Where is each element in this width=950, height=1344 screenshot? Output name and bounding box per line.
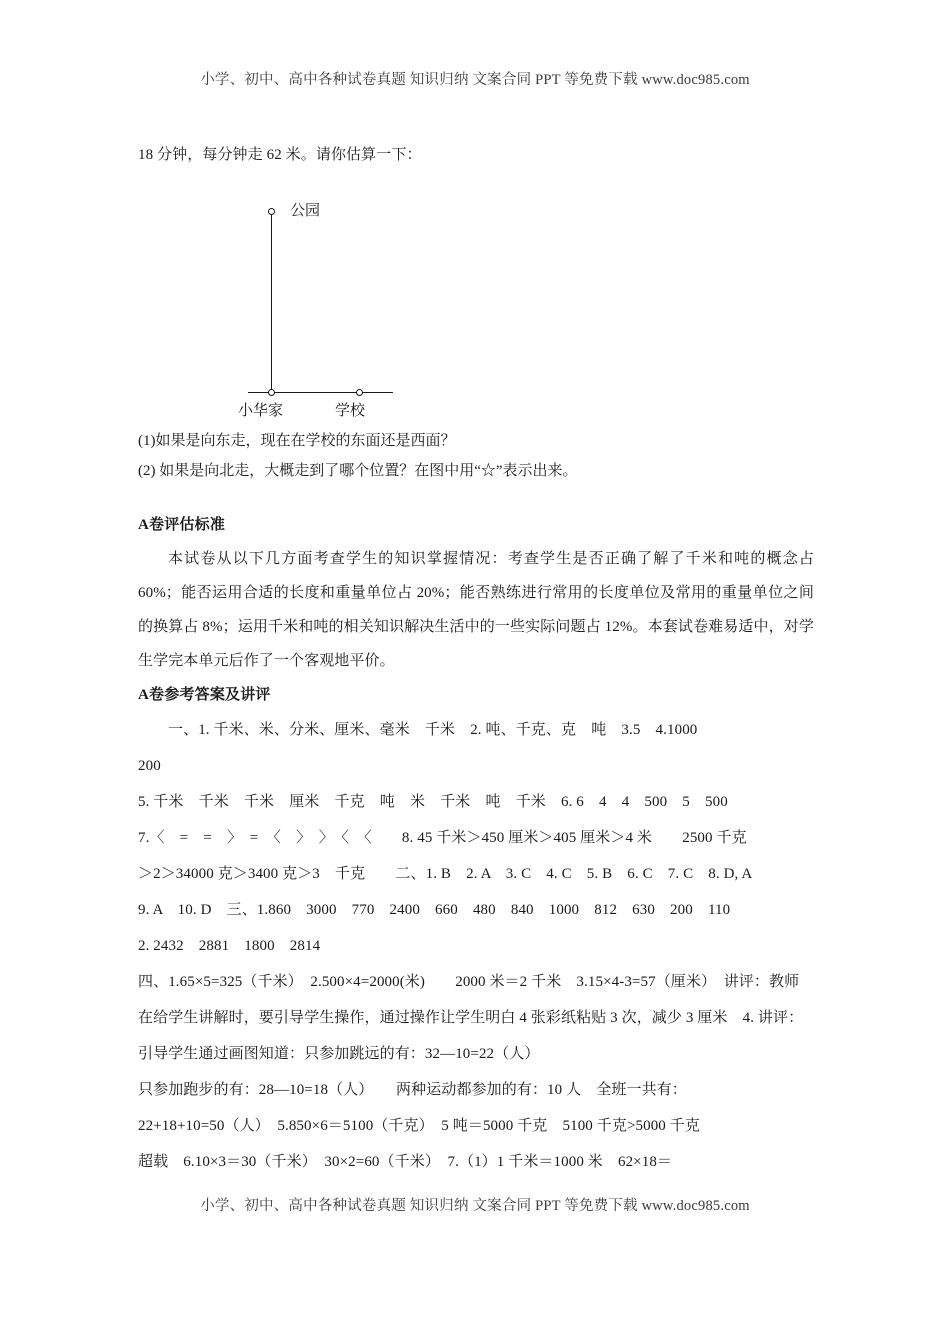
answer-line-8: 四、1.65×5=325（千米） 2.500×4=2000(米) 2000 米＝2 千米 3.15×4-3=57（厘米） 讲评：教师在给学生讲解时，要引导学生操作，通过操作让学生明白 4 张彩纸粘贴 3 次，减少 3 厘米 4. 讲评：引导学生通过画图知道：只参加跳远的有：32—10=22（人） [138, 974, 804, 1062]
diagram-label-home: 小华家 [238, 403, 284, 419]
diagram-label-school: 学校 [335, 403, 366, 419]
sub-question-list [138, 426, 814, 486]
answer-line-3: 5. 千米 千米 千米 厘米 千克 吨 米 千米 吨 千米 6. 6 4 4 500 5 500 [138, 794, 728, 810]
answer-line-4: 7.〈 = = 〉 = 〈 〉 〉 〈 〈 8. 45 千米＞450 厘米＞405 厘米＞4 米 2500 千克 [138, 830, 747, 846]
answer-line-9: 只参加跑步的有：28—10=18（人） 两种运动都参加的有：10 人 全班一共有： [138, 1082, 687, 1098]
promo-header: 小学、初中、高中各种试卷真题 知识归纳 文案合同 PPT 等免费下载 www.doc985.com [200, 72, 750, 88]
point-marker-home-icon [268, 389, 275, 396]
question-stem: 18 分钟，每分钟走 62 米。请你估算一下： [138, 147, 422, 163]
criteria-heading: A卷评估标准 [138, 517, 226, 533]
promo-footer: 小学、初中、高中各种试卷真题 知识归纳 文案合同 PPT 等免费下载 www.doc985.com [200, 1198, 750, 1214]
diagram-label-park: 公园 [290, 203, 321, 219]
answer-line-6: 9. A 10. D 三、1.860 3000 770 2400 660 480 840 1000 812 630 200 110 [138, 902, 731, 918]
answer-line-10: 22+18+10=50（人） 5.850×6＝5100（千克） 5 吨＝5000 千克 5100 千克>5000 千克 [138, 1118, 700, 1134]
answer-line-1: 一、1. 千米、米、分米、厘米、毫米 千米 2. 吨、千克、克 吨 3.5 4.1000 [168, 722, 698, 738]
route-diagram [138, 190, 814, 430]
diagram-vertical-line [271, 212, 272, 393]
sub-question-2: (2) 如果是向北走，大概走到了哪个位置？在图中用“☆”表示出来。 [138, 463, 578, 479]
answers-heading: A卷参考答案及讲评 [138, 687, 271, 703]
answer-line-11: 超载 6.10×3＝30（千米） 30×2=60（千米） 7.（1）1 千米＝1000 米 62×18＝ [138, 1154, 673, 1170]
point-marker-park-icon [268, 208, 275, 215]
answer-line-7: 2. 2432 2881 1800 2814 [138, 938, 321, 954]
answer-line-5: ＞2＞34000 克＞3400 克＞3 千克 二、1. B 2. A 3. C 4. C 5. B 6. C 7. C 8. D, A [138, 866, 753, 882]
point-marker-school-icon [356, 389, 363, 396]
answer-line-2: 200 [138, 758, 161, 774]
sub-question-1: (1)如果是向东走，现在在学校的东面还是西面？ [138, 433, 456, 449]
criteria-body: 本试卷从以下几方面考查学生的知识掌握情况：考查学生是否正确了解了千米和吨的概念占 60%；能否运用合适的长度和重量单位占 20%；能否熟练进行常用的长度单位及常用的重量单位之间的换算占 8%；运用千米和吨的相关知识解决生活中的一些实际问题占 12%。本套试卷难易适中，对学生学完本单元后作了一个客观地平价。 [138, 551, 814, 669]
answers-block [138, 712, 814, 1180]
